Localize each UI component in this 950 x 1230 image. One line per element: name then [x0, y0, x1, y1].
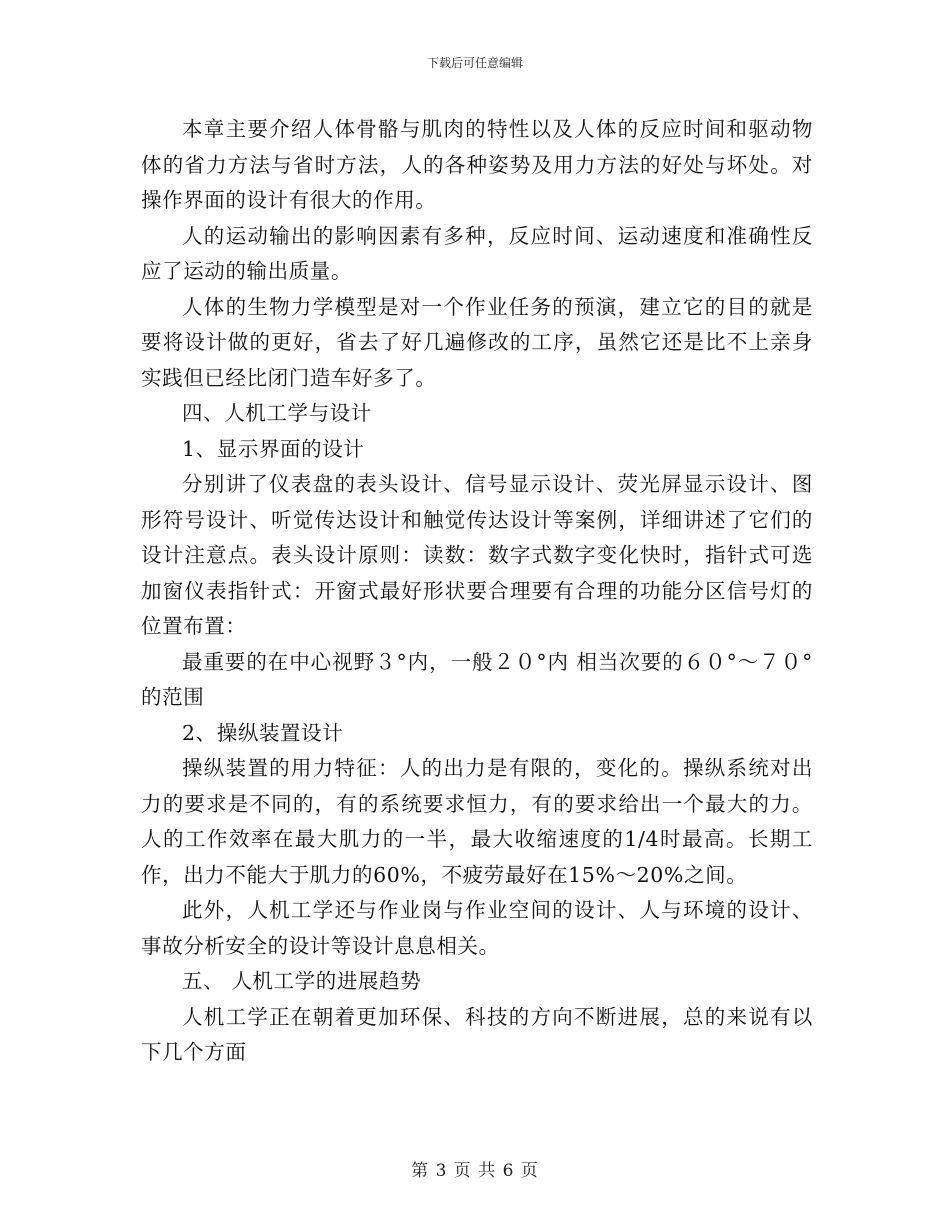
paragraph-control-force: 操纵装置的用力特征：人的出力是有限的，变化的。操纵系统对出力的要求是不同的，有的系统要求恒力，有的要求给出一个最大的力。人的工作效率在最大肌力的一半，最大收缩速度的1/4时最高。长期工作，出力不能大于肌力的60%，不疲劳最好在15%～20%之间。 [141, 756, 813, 887]
page-header: 下载后可任意编辑 [426, 56, 523, 70]
paragraph-visual-field: 最重要的在中心视野３°内，一般２０°内 相当次要的６０°～７０°的范围 [141, 649, 813, 709]
paragraph-biomechanics-model: 人体的生物力学模型是对一个作业任务的预演，建立它的目的就是要将设计做的更好，省去了好几遍修改的工序，虽然它还是比不上亲身实践但已经比闭门造车好多了。 [141, 294, 813, 390]
subsection-heading-control-device: 2、操纵装置设计 [182, 720, 344, 745]
document-body [141, 112, 813, 1071]
section-heading-trends: 五、 人机工学的进展趋势 [182, 969, 422, 993]
subsection-heading-display-interface: 1、显示界面的设计 [182, 436, 365, 461]
page-number: 第 3 页 共 6 页 [411, 1161, 539, 1181]
paragraph-motion-output: 人的运动输出的影响因素有多种，反应时间、运动速度和准确性反应了运动的输出质量。 [141, 223, 813, 283]
paragraph-display-design: 分别讲了仪表盘的表头设计、信号显示设计、荧光屏显示设计、图形符号设计、听觉传达设计和触觉传达设计等案例，详细讲述了它们的设计注意点。表头设计原则：读数：数字式数字变化快时，指针式可选加窗仪表指针式：开窗式最好形状要合理要有合理的功能分区信号灯的位置布置： [141, 472, 813, 638]
paragraph-related-design: 此外，人机工学还与作业岗与作业空间的设计、人与环境的设计、事故分析安全的设计等设计息息相关。 [141, 898, 813, 958]
section-heading-ergonomics-design: 四、人机工学与设计 [182, 401, 372, 425]
paragraph-trends: 人机工学正在朝着更加环保、科技的方向不断进展，总的来说有以下几个方面 [141, 1004, 813, 1064]
paragraph-chapter-summary: 本章主要介绍人体骨骼与肌肉的特性以及人体的反应时间和驱动物体的省力方法与省时方法，人的各种姿势及用力方法的好处与坏处。对操作界面的设计有很大的作用。 [141, 117, 813, 212]
